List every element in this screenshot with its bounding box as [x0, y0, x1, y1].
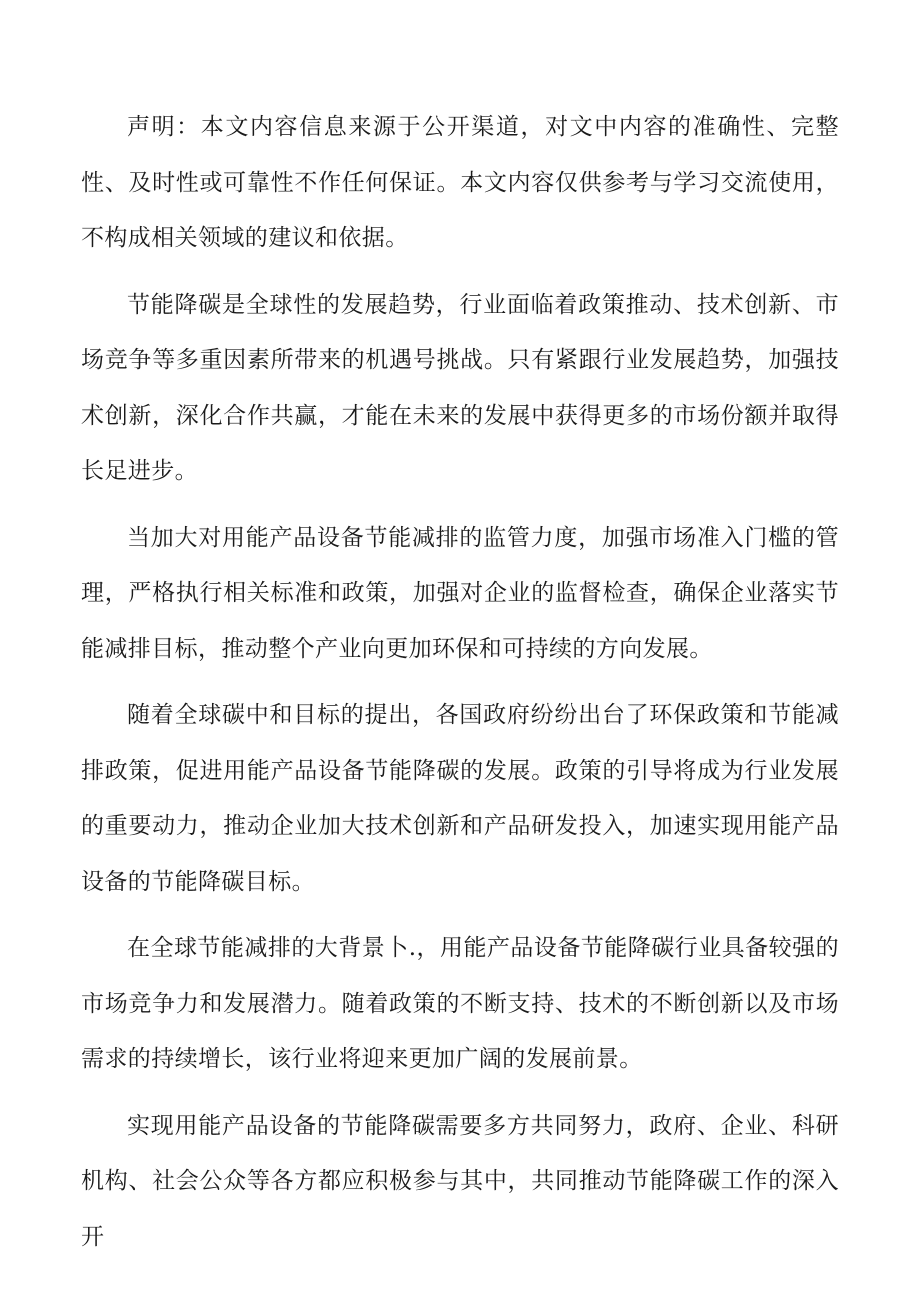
paragraph-cooperation: 实现用能产品设备的节能降碳需要多方共同努力，政府、企业、科研机构、社会公众等各方都应积极参与其中，共同推动节能降碳工作的深入开: [81, 1112, 839, 1250]
paragraph-policy: 随着全球碳中和目标的提出，各国政府纷纷出台了环保政策和节能减排政策，促进用能产品设备节能降碳的发展。政策的引导将成为行业发展的重要动力，推动企业加大技术创新和产品研发投入，加速实现用能产品设备的节能降碳目标。: [81, 702, 839, 895]
document-body: [81, 100, 839, 1276]
paragraph-trend: 节能降碳是全球性的发展趋势，行业面临着政策推动、技术创新、市场竞争等多重因素所带来的机遇号挑战。只有紧跟行业发展趋势，加强技术创新，深化合作共赢，才能在未来的发展中获得更多的市场份额并取得长足进步。: [81, 291, 839, 484]
paragraph-regulation: 当加大对用能产品设备节能减排的监管力度，加强市场准入门槛的管理，严格执行相关标准和政策，加强对企业的监督检查，确保企业落实节能减排目标，推动整个产业向更加环保和可持续的方向发展。: [81, 524, 839, 662]
paragraph-disclaimer: 声明：本文内容信息来源于公开渠道，对文中内容的准确性、完整性、及时性或可靠性不作任何保证。本文内容仅供参考与学习交流使用，不构成相关领域的建议和依据。: [81, 114, 839, 251]
paragraph-outlook: 在全球节能减排的大背景卜.，用能产品设备节能降碳行业具备较强的市场竞争力和发展潜力。随着政策的不断支持、技术的不断创新以及市场需求的持续增长，该行业将迎来更加广阔的发展前景。: [81, 935, 839, 1072]
